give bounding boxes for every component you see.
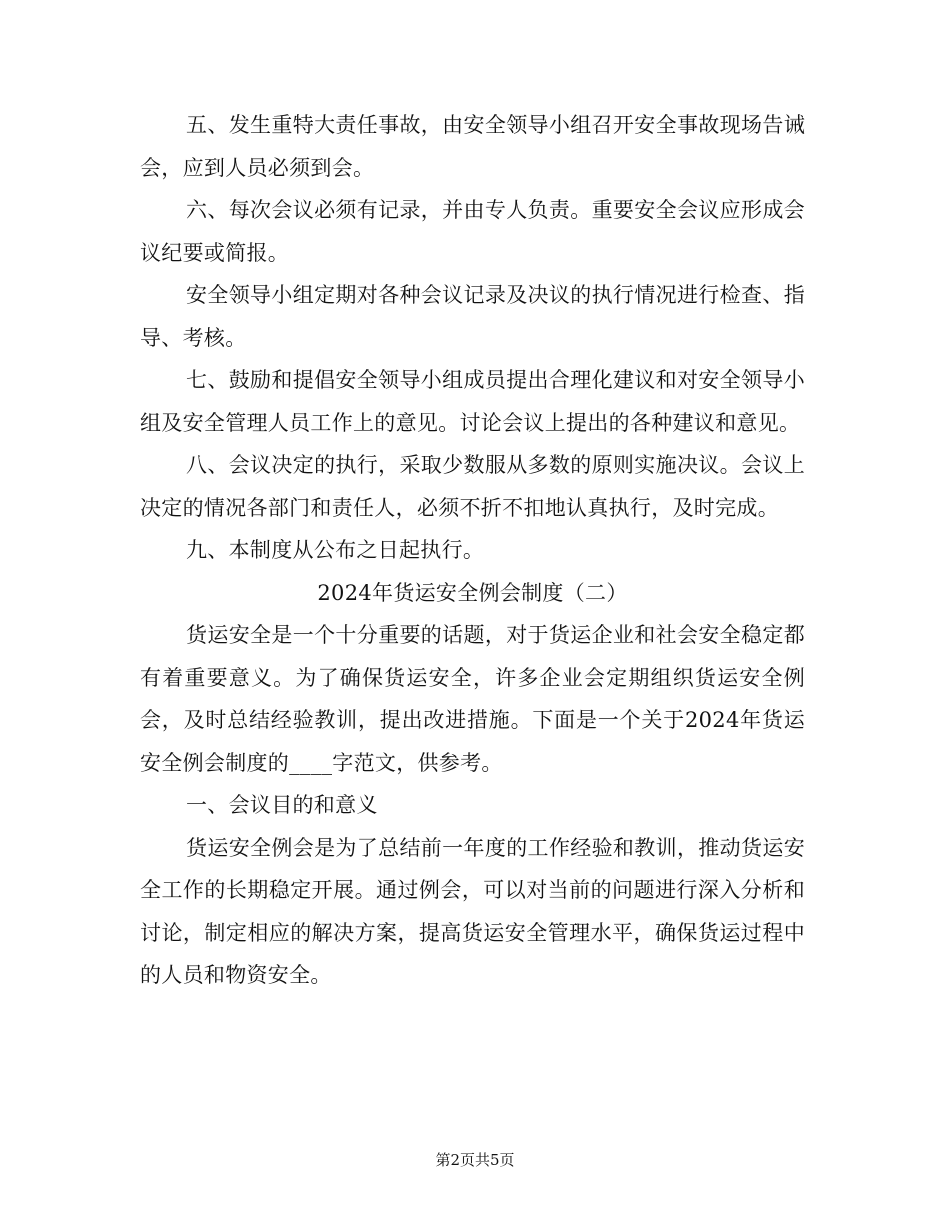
paragraph-item-5: 五、发生重特大责任事故，由安全领导小组召开安全事故现场告诫会，应到人员必须到会。: [140, 113, 805, 180]
paragraph-intro: 货运安全是一个十分重要的话题，对于货运企业和社会安全稳定都有着重要意义。为了确保货运安全，许多企业会定期组织货运安全例会，及时总结经验教训，提出改进措施。下面是一个关于2024年货运安全例会制度的____字范文，供参考。: [140, 623, 805, 775]
paragraph-purpose: 货运安全例会是为了总结前一年度的工作经验和教训，推动货运安全工作的长期稳定开展。通过例会，可以对当前的问题进行深入分析和讨论，制定相应的解决方案，提高货运安全管理水平，确保货运过程中的人员和物资安全。: [140, 835, 805, 987]
paragraph-item-8: 八、会议决定的执行，采取少数服从多数的原则实施决议。会议上决定的情况各部门和责任人，必须不折不扣地认真执行，及时完成。: [140, 453, 805, 520]
paragraph-item-6: 六、每次会议必须有记录，并由专人负责。重要安全会议应形成会议纪要或简报。: [140, 198, 805, 265]
document-body: [140, 104, 805, 997]
paragraph-item-7: 七、鼓励和提倡安全领导小组成员提出合理化建议和对安全领导小组及安全管理人员工作上的意见。讨论会议上提出的各种建议和意见。: [140, 368, 805, 435]
subheading-purpose: 一、会议目的和意义: [186, 793, 378, 817]
section-title: 2024年货运安全例会制度（二）: [317, 580, 628, 605]
page-number-footer: 第2页共5页: [435, 1151, 515, 1169]
paragraph-inspection: 安全领导小组定期对各种会议记录及决议的执行情况进行检查、指导、考核。: [140, 283, 805, 350]
paragraph-item-9: 九、本制度从公布之日起执行。: [186, 538, 485, 562]
